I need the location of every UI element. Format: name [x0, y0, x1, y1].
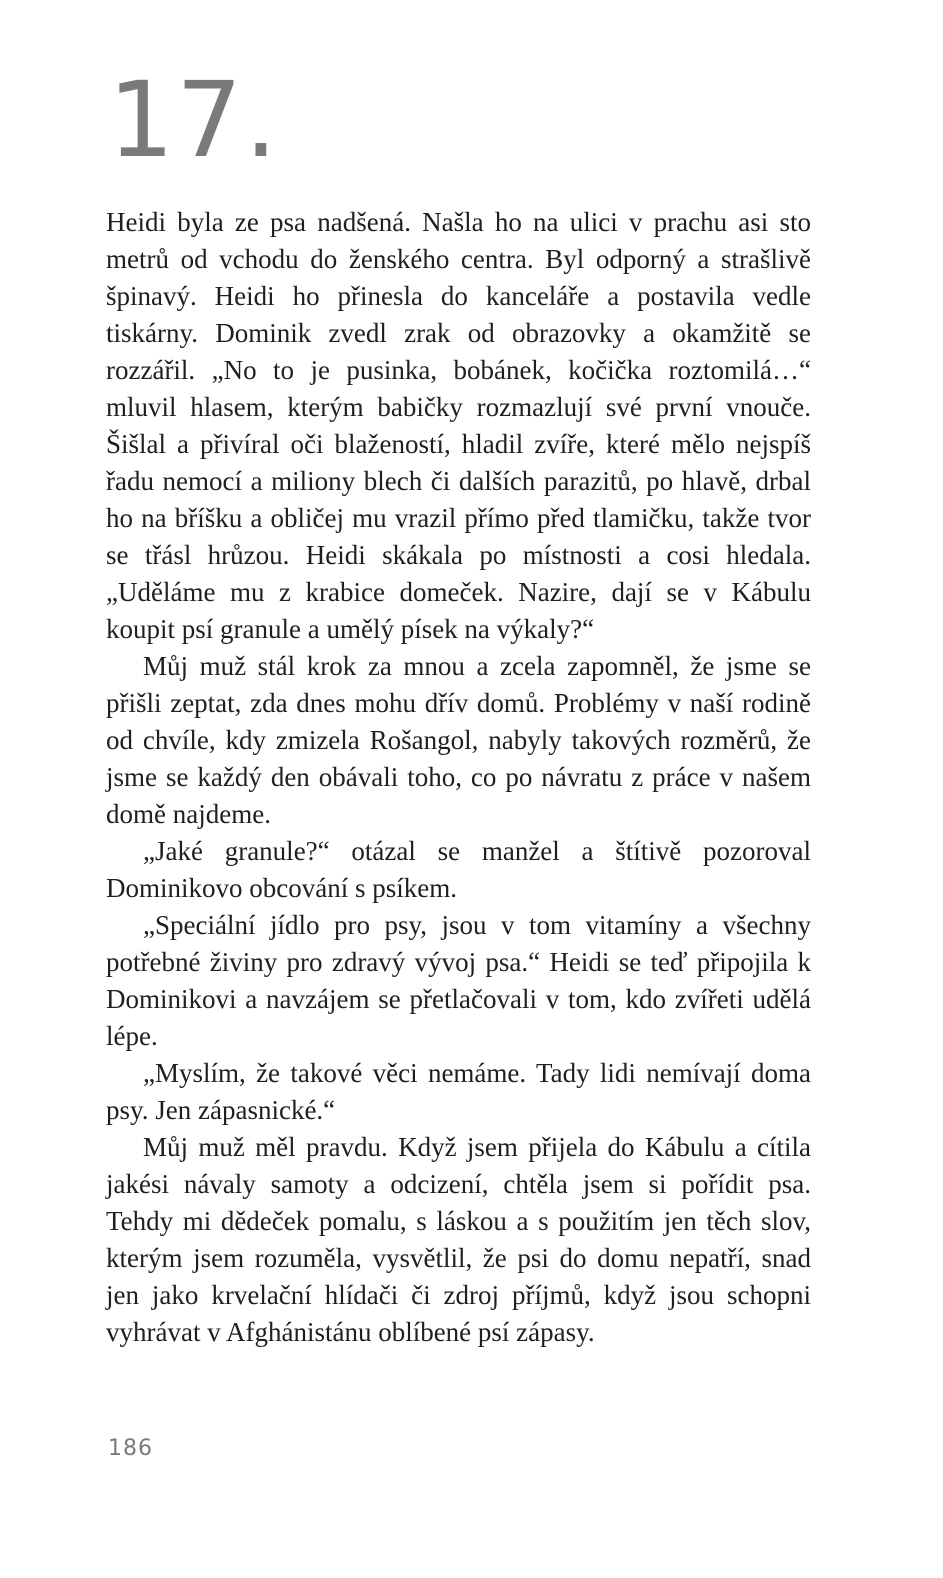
paragraph: Můj muž stál krok za mnou a zcela zapomněl, že jsme se přišli zeptat, zda dnes mohu dřív domů. Problémy v naší rodině od chvíle, kdy zmizela Rošangol, nabyly takových rozměrů, že jsme se každý den obávali toho, co po návratu z práce v našem domě najdeme.	[106, 651, 811, 829]
page-number: 186	[108, 1436, 153, 1461]
paragraph: „Jaké granule?“ otázal se manžel a štítivě pozoroval Dominikovo obcování s psíkem.	[106, 836, 811, 903]
paragraph: „Speciální jídlo pro psy, jsou v tom vitamíny a všechny potřebné živiny pro zdravý vývoj psa.“ Heidi se teď připojila k Dominikovi a navzájem se přetlačovali v tom, kdo zvířeti udělá lépe.	[106, 910, 811, 1051]
paragraph: Heidi byla ze psa nadšená. Našla ho na ulici v prachu asi sto metrů od vchodu do ženského centra. Byl odporný a strašlivě špinavý. Heidi ho přinesla do kanceláře a postavila vedle tiskárny. Dominik zvedl zrak od obrazovky a okamžitě se rozzářil. „No to je pusinka, bobánek, kočička roztomilá…“ mluvil hlasem, kterým babičky rozmazlují své první vnouče. Šišlal a přivíral oči blažeností, hladil zvíře, které mělo nejspíš řadu nemocí a miliony blech či dalších parazitů, po hlavě, drbal ho na bříšku a obličej mu vrazil přímo před tlamičku, takže tvor se třásl hrůzou. Heidi skákala po místnosti a cosi hledala. „Uděláme mu z krabice domeček. Nazire, dají se v Kábulu koupit psí granule a umělý písek na výkaly?“	[106, 207, 811, 644]
paragraph: Můj muž měl pravdu. Když jsem přijela do Kábulu a cítila jakési návaly samoty a odcizení, chtěla jsem si pořídit psa. Tehdy mi dědeček pomalu, s láskou a s použitím jen těch slov, kterým jsem rozuměla, vysvětlil, že psi do domu nepatří, snad jen jako krvelační hlídači či zdroj příjmů, když jsou schopni vyhrávat v Afghánistánu oblíbené psí zápasy.	[106, 1132, 811, 1347]
paragraph: „Myslím, že takové věci nemáme. Tady lidi nemívají doma psy. Jen zápasnické.“	[106, 1058, 811, 1125]
chapter-number: 17.	[108, 59, 280, 181]
chapter-body	[106, 204, 811, 1351]
